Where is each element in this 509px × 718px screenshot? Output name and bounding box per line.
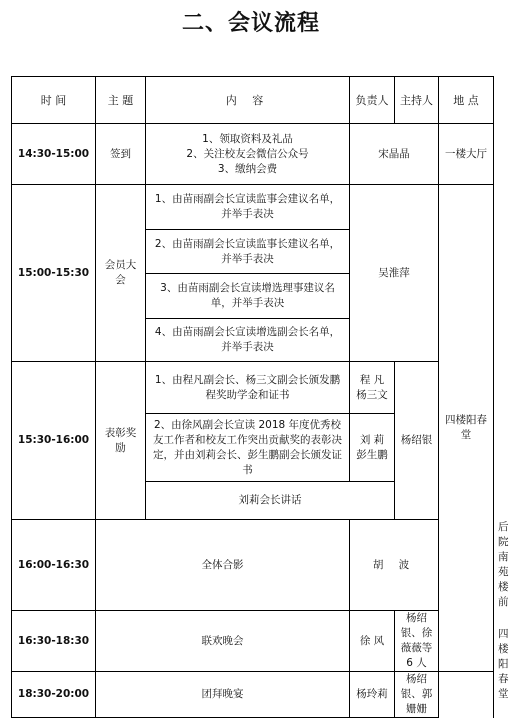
header-host: 主持人 — [395, 77, 439, 124]
agenda-table — [11, 76, 509, 718]
host-cell: 杨绍银 — [395, 362, 439, 520]
content-cell: 全体合影 — [96, 520, 350, 611]
header-location: 地 点 — [439, 77, 494, 124]
table-row-photo: 16:00-16:30 全体合影 胡 波 后院南苑楼前 — [12, 520, 494, 611]
table-header-row — [12, 77, 494, 124]
location-cell: 一楼大厅 — [439, 124, 494, 185]
responsible-cell: 吴淮萍 — [350, 185, 439, 362]
table-row-assembly — [12, 185, 494, 230]
table-row-awards — [12, 362, 494, 414]
time-cell: 18:30-20:00 — [12, 672, 96, 718]
content-line: 2、关注校友会微信公众号 — [186, 147, 309, 160]
host-cell: 杨绍银、徐薇薇等 6 人 — [395, 611, 439, 672]
responsible-cell: 徐 风 — [350, 611, 395, 672]
header-theme: 主 题 — [96, 77, 146, 124]
responsible-cell: 宋晶晶 — [350, 124, 439, 185]
speech-cell: 刘莉会长讲话 — [146, 482, 395, 520]
time-cell: 15:30-16:00 — [12, 362, 96, 520]
table-row-dinner — [12, 672, 494, 718]
header-time: 时 间 — [12, 77, 96, 124]
time-cell: 15:00-15:30 — [12, 185, 96, 362]
content-cell: 2、由徐风副会长宣读 2018 年度优秀校友工作者和校友工作突出贡献奖的表彰决定，并由刘莉会长、彭生鹏副会长颁发证书 — [146, 414, 350, 482]
content-cell: 1、由程凡副会长、杨三文副会长颁发鹏程奖助学金和证书 — [146, 362, 350, 414]
content-cell: 3、由苗雨副会长宣读增选理事建议名单，并举手表决 — [146, 274, 350, 319]
theme-cell: 表彰奖励 — [96, 362, 146, 520]
location-cell: 四楼阳春堂 — [439, 185, 494, 672]
theme-cell: 会员大会 — [96, 185, 146, 362]
time-cell: 16:00-16:30 — [12, 520, 96, 611]
content-cell — [146, 124, 350, 185]
content-cell: 联欢晚会 — [96, 611, 350, 672]
time-cell: 14:30-15:00 — [12, 124, 96, 185]
responsible-cell — [350, 520, 439, 611]
responsible-cell: 杨玲莉 — [350, 672, 395, 718]
header-content — [146, 77, 350, 124]
content-cell: 4、由苗雨副会长宣读增选副会长名单，并举手表决 — [146, 319, 350, 362]
host-cell: 杨绍银、郭姗姗 — [395, 672, 439, 718]
content-line: 3、缴纳会费 — [217, 162, 278, 175]
time-cell: 16:30-18:30 — [12, 611, 96, 672]
content-cell: 2、由苗雨副会长宣读监事长建议名单，并举手表决 — [146, 230, 350, 274]
responsible-name: 胡 波 — [372, 558, 416, 571]
table-row-gala: 16:30-18:30 联欢晚会 徐 风 杨绍银、徐薇薇等 6 人 四楼阳春堂 — [12, 611, 494, 672]
responsible-cell: 刘 莉 彭生鹏 — [350, 414, 395, 482]
header-responsible: 负责人 — [350, 77, 395, 124]
content-cell: 团拜晚宴 — [96, 672, 350, 718]
content-cell: 1、由苗雨副会长宣读监事会建议名单，并举手表决 — [146, 185, 350, 230]
table-row-signin — [12, 124, 494, 185]
content-line: 1、领取资料及礼品 — [202, 132, 293, 145]
theme-cell: 签到 — [96, 124, 146, 185]
header-content-label: 内 容 — [225, 93, 270, 107]
responsible-cell: 程 凡 杨三文 — [350, 362, 395, 414]
page-title: 二、会议流程 — [181, 11, 320, 36]
